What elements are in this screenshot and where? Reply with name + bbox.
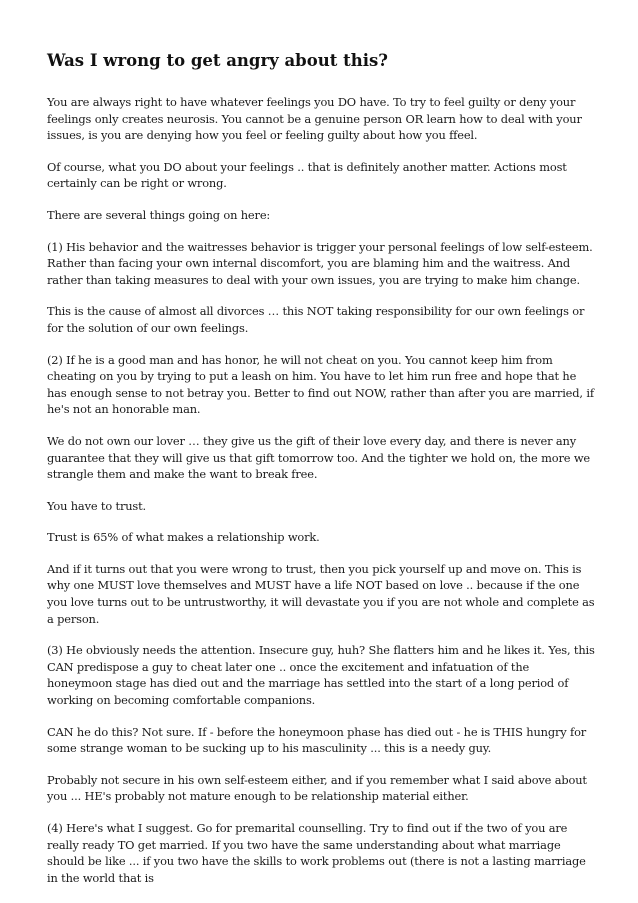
paragraph-needy-guy: CAN he do this? Not sure. If - before the honeymoon phase has died out - he is THIS hungry for some strange woman to be sucking up to his masculinity ... this is a needy guy. (47, 724, 587, 756)
paragraph-lover: We do not own our lover … they give us the gift of their love every day, and there is never any guarantee that they will give us that gift tomorrow too. And the tighter we hold on, the more we strangle them and make the want to break free. (47, 433, 591, 482)
document-title: Was I wrong to get angry about this? (47, 51, 388, 70)
paragraph-self-esteem: Probably not secure in his own self-esteem either, and if you remember what I said above about you ... HE's probably not mature enough to be relationship material either. (47, 772, 587, 804)
document-page (47, 50, 595, 886)
paragraph-point-3: (3) He obviously needs the attention. Insecure guy, huh? She flatters him and he likes it. Yes, this CAN predispose a guy to cheat later one .. once the excitement and infatuation of the honeymoon stage has died out and the marriage has settled into the start of a long period of working on becoming comfortable companions. (47, 643, 595, 708)
paragraph-point-1: (1) His behavior and the waitresses behavior is trigger your personal feelings of low self-esteem. Rather than facing your own internal discomfort, you are blaming him and the waitress. And rather than taking measures to deal with your own issues, you are trying to make him change. (47, 239, 593, 287)
paragraph-move-on: And if it turns out that you were wrong to trust, then you pick yourself up and move on. This is why one MUST love themselves and MUST have a life NOT based on love .. because if the one you love turns out to be untrustworthy, it will devastate you if you are not whole and complete as a person. (47, 561, 595, 626)
paragraph-several-things: There are several things going on here: (47, 207, 271, 222)
paragraph-feelings: You are always right to have whatever feelings you DO have. To try to feel guilty or deny your feelings only creates neurosis. You cannot be a genuine person OR learn how to deal with your issues, is you are denying how you feel or feeling guilty about how you ffeel. (47, 95, 582, 143)
paragraph-point-4: (4) Here's what I suggest. Go for premarital counselling. Try to find out if the two of you are really ready TO get married. If you two have the same understanding about what marriage should be like ... if you two have the skills to work problems out (there is not a lasting marriage in the world that is (47, 821, 586, 885)
paragraph-actions: Of course, what you DO about your feelings .. that is definitely another matter. Actions most certainly can be right or wrong. (47, 159, 567, 191)
paragraph-divorces: This is the cause of almost all divorces … this NOT taking responsibility for our own feelings or for the solution of our own feelings. (47, 304, 585, 335)
paragraph-trust: You have to trust. (47, 498, 147, 513)
paragraph-trust-percent: Trust is 65% of what makes a relationship work. (47, 530, 320, 545)
paragraph-point-2: (2) If he is a good man and has honor, he will not cheat on you. You cannot keep him from cheating on you by trying to put a leash on him. You have to let him run free and hope that he has enough sense to not betray you. Better to find out NOW, rather than after you are married, if he's not an honorable man. (47, 352, 594, 417)
